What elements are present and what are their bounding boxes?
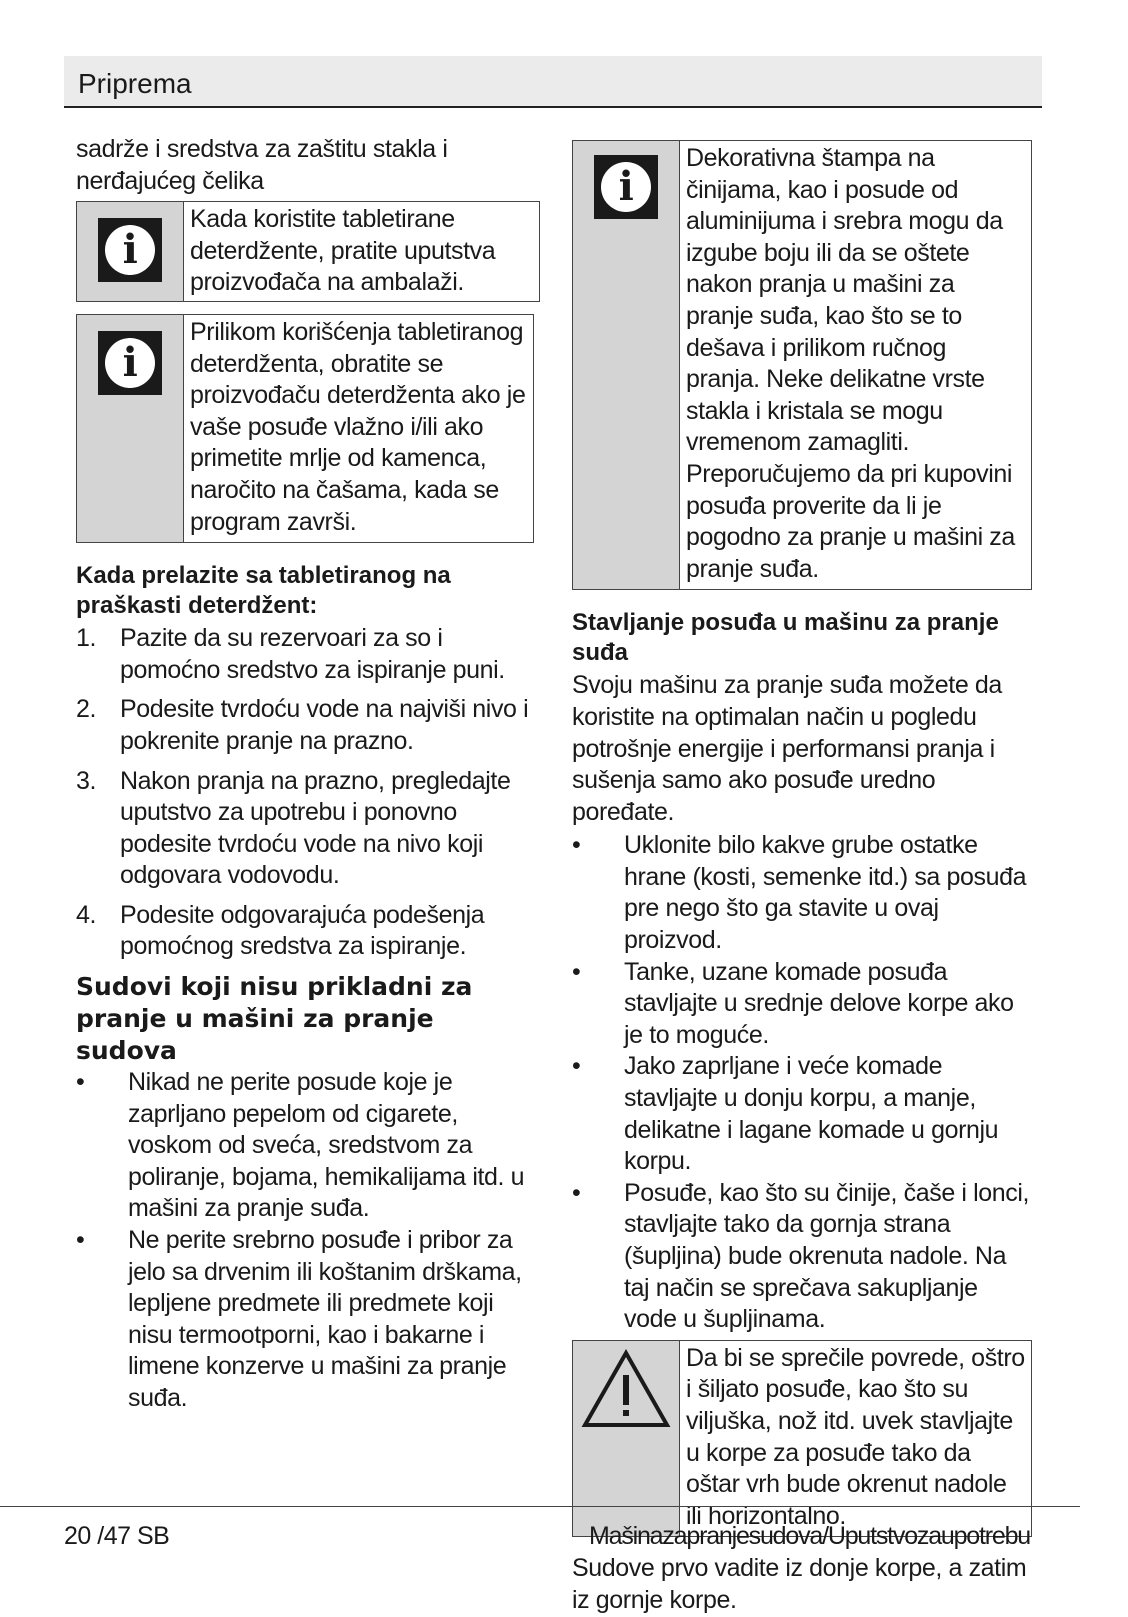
list-item: • Nikad ne perite posude koje je zaprljano pepelom od cigarete, voskom od sveća, sredstvom za poliranje, bojama, hemikalijama itd. u mašini za pranje suđa. xyxy=(76,1068,525,1223)
info-icon: i xyxy=(98,218,162,282)
info-icon: i xyxy=(594,155,658,219)
warning-triangle-icon xyxy=(581,1349,671,1429)
info-icon: i xyxy=(98,331,162,395)
list-item: • Posuđe, kao što su činije, čaše i lonci, stavljajte tako da gornja strana (šupljina) bude okrenuta nadole. Na taj način se sprečava sakupljanje vode u šupljinama. xyxy=(572,1178,1030,1334)
notice-text: Dekorativna štampa na činijama, kao i posude od aluminijuma i srebra mogu da izgube boju ili da se oštete nakon pranja u mašini za pranje suđa, kao što se to dešava i prilikom ručnog pranja. Neke delikatne vrste stakla i kristala se mogu vremenom zamagliti. Preporučujemo da pri kupovini posuđa proverite da li je pogodno za pranje u mašini za pranje suđa. xyxy=(686,144,1015,583)
section-heading: Stavljanje posuđa u mašinu za pranje suđa xyxy=(572,609,999,667)
notice-text: Kada koristite tabletirane deterdžente, pratite uputstva proizvođača na ambalaži. xyxy=(190,205,496,297)
info-notice xyxy=(76,201,540,302)
bullet-list xyxy=(76,1067,540,1415)
notice-text: Prilikom korišćenja tabletiranog deterdženta, obratite se proizvođaču deterdženta ako je vaše posuđe vlažno i/ili ako primetite mrlje od kamenca, naročito na čašama, kada se program završi. xyxy=(190,317,526,536)
list-item: • Jako zaprljane i veće komade stavljajte u donju korpu, a manje, delikatne i lagane komade u gornju korpu. xyxy=(572,1052,999,1176)
page-number: 20 /47 SB xyxy=(64,1522,170,1550)
section-title: Priprema xyxy=(78,68,192,99)
closing-text: Sudove prvo vadite iz donje korpe, a zatim iz gornje korpe. xyxy=(572,1554,1027,1614)
list-item: • Ne perite srebrno posuđe i pribor za jelo sa drvenim ili koštanim drškama, lepljene predmete ili predmete koji nisu termootporni, kao i bakarne i limene konzerve u mašini za pranje suđa. xyxy=(76,1226,522,1412)
warning-notice xyxy=(572,1340,1032,1538)
steps-list xyxy=(76,623,540,963)
list-item: 1. Pazite da su rezervoari za so i pomoćno sredstvo za ispiranje puni. xyxy=(76,624,505,684)
section-heading: Sudovi koji nisu prikladni za pranje u mašini za pranje sudova xyxy=(76,972,473,1066)
list-item: 3. Nakon pranja na prazno, pregledajte uputstvo za upotrebu i ponovno podesite tvrdoću vode na nivo koji odgovara vodovodu. xyxy=(76,766,511,890)
list-item: • Uklonite bilo kakve grube ostatke hrane (kosti, semenke itd.) sa posuđa pre nego što ga stavite u ovaj proizvod. xyxy=(572,831,1027,955)
notice-text: Da bi se sprečile povrede, oštro i šiljato posuđe, kao što su viljuška, nož itd. uvek stavljajte u korpe za posuđe tako da oštar vrh bude okrenut nadole ili horizontalno. xyxy=(686,1343,1025,1530)
section-heading: Kada prelazite sa tabletiranog na praškasti deterdžent: xyxy=(76,562,451,620)
page-header xyxy=(64,56,1042,108)
intro-text: sadrže i sredstva za zaštitu stakla i nerđajućeg čelika xyxy=(76,135,448,195)
left-column xyxy=(76,134,540,1415)
bullet-list xyxy=(572,830,1032,1336)
info-notice xyxy=(572,140,1032,590)
list-item: • Tanke, uzane komade posuđa stavljajte u srednje delove korpe ako je to moguće. xyxy=(572,957,1014,1049)
document-title: Mašinazapranjesudova/Uputstvozaupotrebu xyxy=(588,1522,1030,1550)
list-item: 2. Podesite tvrdoću vode na najviši nivo i pokrenite pranje na prazno. xyxy=(76,695,529,755)
info-notice xyxy=(76,314,534,543)
right-column xyxy=(572,140,1032,1617)
body-text: Svoju mašinu za pranje suđa možete da koristite na optimalan način u pogledu potrošnje energije i performansi pranja i sušenja samo ako posuđe uredno poređate. xyxy=(572,671,1002,826)
footer-divider xyxy=(0,1506,1080,1507)
list-item: 4. Podesite odgovarajuća podešenja pomoćnog sredstva za ispiranje. xyxy=(76,900,485,961)
